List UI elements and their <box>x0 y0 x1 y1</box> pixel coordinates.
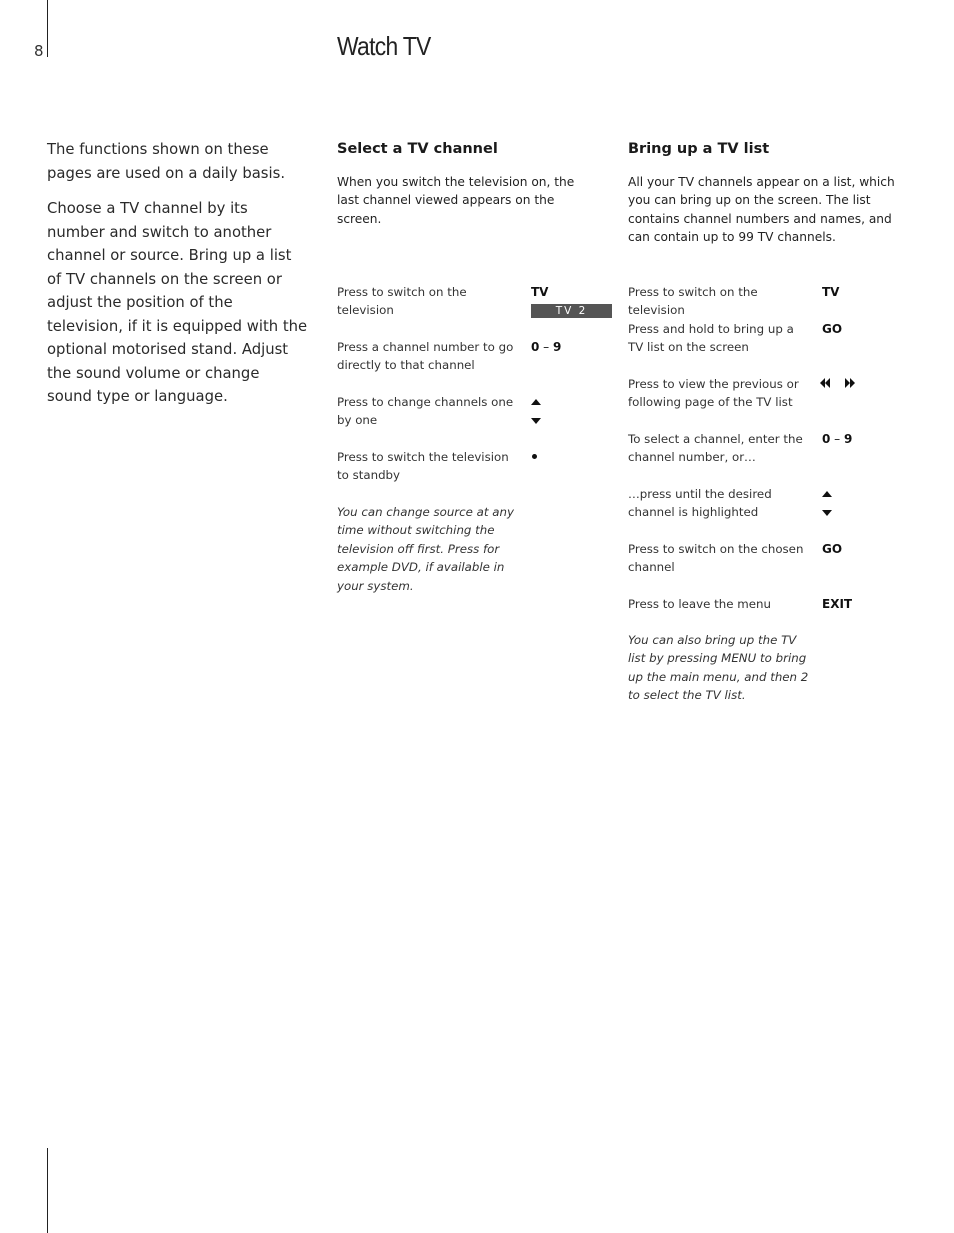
digit-key-from: 0 <box>822 432 831 446</box>
digit-key-separator: – <box>539 340 553 354</box>
select-channel-intro: When you switch the television on, the last channel viewed appears on the screen. <box>337 175 575 226</box>
digit-keys <box>531 340 561 354</box>
page-number: 8 <box>34 42 44 60</box>
list-step-hold-go-text: Press and hold to bring up a TV list on the screen <box>628 322 794 355</box>
tv-display-overlay: TV 2 <box>531 304 612 318</box>
list-step-chosen-channel-text: Press to switch on the chosen channel <box>628 542 804 575</box>
digit-key-from: 0 <box>531 340 540 354</box>
rewind-forward-icon <box>820 378 856 388</box>
margin-rule-top <box>47 0 48 57</box>
intro-paragraph: Choose a TV channel by its number and switch to another channel or source. Bring up a list of TV channels on the screen or adjust the position of the television, if it is equipped with the optional motorised stand. Adjust the sound volume or change sound type or language. <box>47 200 308 405</box>
digit-key-separator: – <box>830 432 844 446</box>
page-title: Watch TV <box>337 31 431 61</box>
digit-keys <box>822 432 852 446</box>
step-change-channels-text: Press to change channels one by one <box>337 395 514 428</box>
step-switch-on-text: Press to switch on the television <box>337 285 467 318</box>
digit-key-to: 9 <box>553 340 562 354</box>
arrow-down-icon <box>531 418 541 424</box>
tv-list-heading: Bring up a TV list <box>628 141 770 157</box>
intro-text <box>47 138 309 421</box>
list-step-highlight-text: …press until the desired channel is highlighted <box>628 487 772 520</box>
margin-rule-bottom <box>47 1148 48 1233</box>
digit-key-to: 9 <box>844 432 853 446</box>
tv-list-note: You can also bring up the TV list by pressing MENU to bring up the main menu, and then 2 to select the TV list. <box>628 633 809 703</box>
arrow-up-icon <box>531 399 541 405</box>
tv-list-intro: All your TV channels appear on a list, which you can bring up on the screen. The list contains channel numbers and names, and can contain up to 99 TV channels. <box>628 175 895 245</box>
tv-key: TV <box>531 285 549 299</box>
step-standby-text: Press to switch the television to standby <box>337 450 509 483</box>
exit-key: EXIT <box>822 597 853 611</box>
intro-paragraph: The functions shown on these pages are used on a daily basis. <box>47 141 286 182</box>
tv-key: TV <box>822 285 840 299</box>
step-channel-number-text: Press a channel number to go directly to that channel <box>337 340 514 373</box>
list-step-switch-on-text: Press to switch on the television <box>628 285 758 318</box>
list-step-enter-number-text: To select a channel, enter the channel number, or… <box>628 432 803 465</box>
select-channel-heading: Select a TV channel <box>337 141 498 157</box>
arrow-up-icon <box>822 491 832 497</box>
go-key: GO <box>822 322 843 336</box>
arrow-down-icon <box>822 510 832 516</box>
select-channel-note: You can change source at any time without switching the television off first. Press for example DVD, if available in your system. <box>337 505 514 593</box>
list-step-leave-menu-text: Press to leave the menu <box>628 597 771 611</box>
list-step-page-text: Press to view the previous or following page of the TV list <box>628 377 799 410</box>
go-key: GO <box>822 542 843 556</box>
standby-icon <box>532 454 537 459</box>
